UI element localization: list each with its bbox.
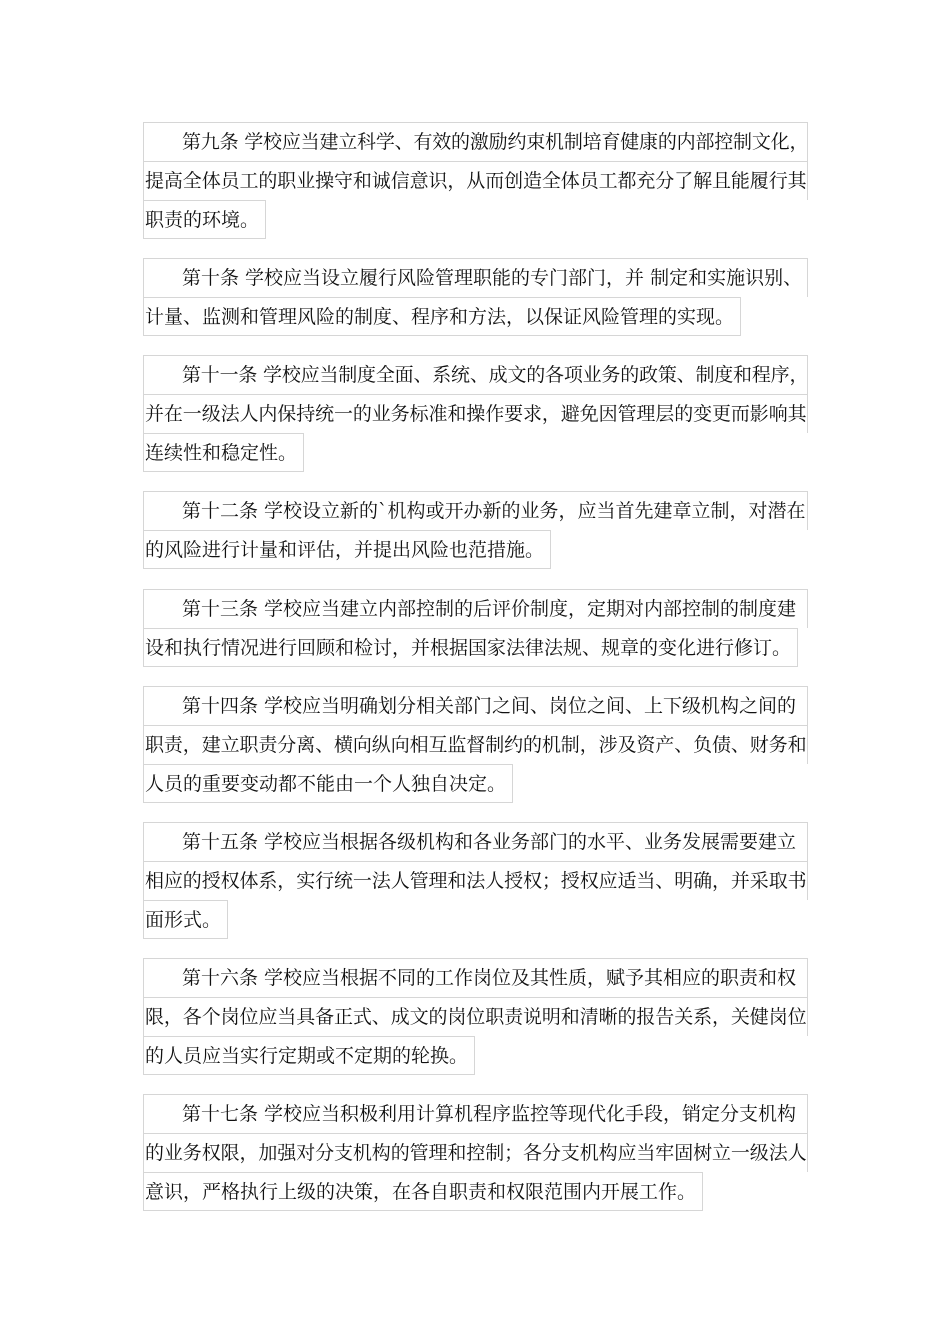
article-line: 第十条 学校应当设立履行风险管理职能的专门部门，并 制定和实施识别、 [143,258,808,297]
article-line: 限，各个岗位应当具备正式、成文的岗位职责说明和清晰的报告关系，关健岗位 [143,997,808,1036]
article-line: 的业务权限，加强对分支机构的管理和控制；各分支机构应当牢固树立一级法人 [143,1133,808,1172]
article-line: 人员的重要变动都不能由一个人独自决定。 [143,764,513,803]
article-line: 面形式。 [143,900,228,939]
article-11 [143,355,808,472]
article-line: 第十四条 学校应当明确划分相关部门之间、岗位之间、上下级机构之间的 [143,686,808,725]
article-line: 第十七条 学校应当积极利用计算机程序监控等现代化手段，销定分支机构 [143,1094,808,1133]
article-14 [143,686,808,803]
article-13 [143,589,808,667]
article-line: 连续性和稳定性。 [143,433,304,472]
article-15 [143,822,808,939]
article-line: 第十五条 学校应当根据各级机构和各业务部门的水平、业务发展需要建立 [143,822,808,861]
article-line: 相应的授权体系，实行统一法人管理和法人授权；授权应适当、明确，并采取书 [143,861,808,900]
article-line: 的风险进行计量和评估，并提出风险也范措施。 [143,530,551,569]
article-line: 提高全体员工的职业操守和诚信意识，从而创造全体员工都充分了解且能履行其 [143,161,808,200]
article-line: 第十一条 学校应当制度全面、系统、成文的各项业务的政策、制度和程序， [143,355,808,394]
article-line: 第十二条 学校设立新的`机构或开办新的业务，应当首先建章立制，对潜在 [143,491,808,530]
article-16 [143,958,808,1075]
article-line: 意识，严格执行上级的决策，在各自职责和权限范围内开展工作。 [143,1172,703,1211]
article-line: 第十六条 学校应当根据不同的工作岗位及其性质，赋予其相应的职责和权 [143,958,808,997]
article-line: 职责，建立职责分离、横向纵向相互监督制约的机制，涉及资产、负债、财务和 [143,725,808,764]
article-10 [143,258,808,336]
article-line: 并在一级法人内保持统一的业务标准和操作要求，避免因管理层的变更而影响其 [143,394,808,433]
article-line: 设和执行情况进行回顾和检讨，并根据国家法律法规、规章的变化进行修订。 [143,628,798,667]
article-line: 职责的环境。 [143,200,266,239]
article-line: 计量、监测和管理风险的制度、程序和方法，以保证风险管理的实现。 [143,297,741,336]
article-17 [143,1094,808,1211]
article-line: 的人员应当实行定期或不定期的轮换。 [143,1036,475,1075]
article-12 [143,491,808,569]
article-line: 第十三条 学校应当建立内部控制的后评价制度，定期对内部控制的制度建 [143,589,808,628]
article-9 [143,122,808,239]
article-line: 第九条 学校应当建立科学、有效的激励约束机制培育健康的内部控制文化， [143,122,808,161]
